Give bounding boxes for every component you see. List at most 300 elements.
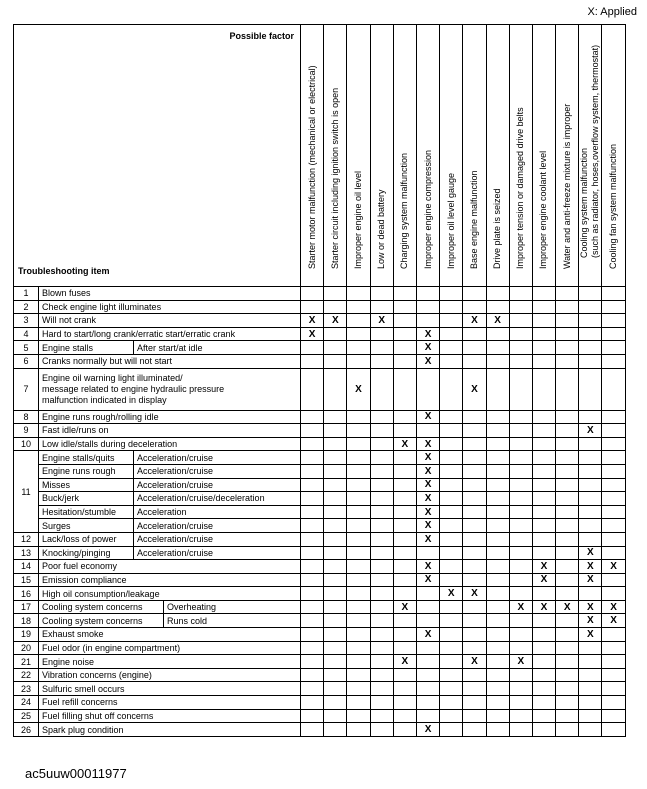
empty-cell (324, 519, 347, 533)
empty-cell (556, 451, 579, 465)
empty-cell (556, 505, 579, 519)
factor-header (393, 25, 416, 287)
empty-cell (393, 368, 416, 410)
empty-cell (602, 532, 625, 546)
empty-cell (579, 492, 602, 506)
empty-cell (393, 560, 416, 574)
empty-cell (463, 424, 486, 438)
empty-cell (347, 600, 370, 614)
empty-cell (602, 696, 625, 710)
applied-mark: X (347, 368, 370, 410)
empty-cell (393, 573, 416, 587)
factor-label: Improper oil level gauge (445, 172, 456, 269)
possible-factor-label: Possible factor (229, 31, 294, 41)
empty-cell (440, 668, 463, 682)
item-number: 6 (14, 354, 39, 368)
empty-cell (347, 655, 370, 669)
empty-cell (324, 505, 347, 519)
empty-cell (509, 532, 532, 546)
empty-cell (486, 628, 509, 642)
empty-cell (440, 696, 463, 710)
applied-mark: X (509, 600, 532, 614)
factor-header (347, 25, 370, 287)
empty-cell (301, 341, 324, 355)
item-b: Acceleration/cruise (134, 532, 301, 546)
item-a: Buck/jerk (39, 492, 134, 506)
empty-cell (301, 587, 324, 601)
empty-cell (556, 723, 579, 737)
empty-cell (324, 464, 347, 478)
item-c: Runs cold (164, 614, 301, 628)
empty-cell (463, 478, 486, 492)
empty-cell (532, 314, 555, 328)
applied-mark: X (416, 354, 439, 368)
empty-cell (370, 668, 393, 682)
empty-cell (393, 300, 416, 314)
empty-cell (486, 437, 509, 451)
table-row (14, 655, 626, 669)
empty-cell (324, 560, 347, 574)
table-row (14, 478, 626, 492)
item-number: 8 (14, 410, 39, 424)
table-row (14, 519, 626, 533)
empty-cell (509, 641, 532, 655)
empty-cell (602, 451, 625, 465)
empty-cell (440, 287, 463, 301)
empty-cell (463, 354, 486, 368)
empty-cell (301, 709, 324, 723)
empty-cell (370, 519, 393, 533)
empty-cell (486, 300, 509, 314)
empty-cell (324, 424, 347, 438)
empty-cell (347, 668, 370, 682)
empty-cell (486, 614, 509, 628)
empty-cell (556, 682, 579, 696)
empty-cell (393, 519, 416, 533)
applied-mark: X (393, 437, 416, 451)
table-row (14, 451, 626, 465)
empty-cell (393, 668, 416, 682)
empty-cell (579, 287, 602, 301)
empty-cell (556, 532, 579, 546)
empty-cell (556, 641, 579, 655)
applied-mark: X (416, 492, 439, 506)
empty-cell (556, 546, 579, 560)
item-b: Acceleration (134, 505, 301, 519)
factor-label: Improper engine coolant level (538, 150, 549, 269)
empty-cell (416, 668, 439, 682)
factor-label: Starter circuit including ignition switch is open (329, 87, 340, 269)
empty-cell (347, 696, 370, 710)
empty-cell (347, 682, 370, 696)
empty-cell (486, 492, 509, 506)
empty-cell (509, 287, 532, 301)
item-number: 26 (14, 723, 39, 737)
legend: X: Applied (587, 6, 637, 18)
empty-cell (393, 287, 416, 301)
item-a: Engine stalls (39, 341, 134, 355)
troubleshooting-table (13, 24, 626, 737)
empty-cell (393, 354, 416, 368)
empty-cell (463, 410, 486, 424)
empty-cell (579, 723, 602, 737)
empty-cell (532, 682, 555, 696)
item-number: 13 (14, 546, 39, 560)
empty-cell (463, 573, 486, 587)
item-a: Spark plug condition (39, 723, 301, 737)
empty-cell (532, 424, 555, 438)
applied-mark: X (463, 587, 486, 601)
empty-cell (370, 655, 393, 669)
empty-cell (602, 709, 625, 723)
empty-cell (602, 573, 625, 587)
empty-cell (440, 505, 463, 519)
empty-cell (602, 641, 625, 655)
item-number: 10 (14, 437, 39, 451)
empty-cell (556, 492, 579, 506)
empty-cell (556, 410, 579, 424)
empty-cell (440, 709, 463, 723)
applied-mark: X (440, 587, 463, 601)
empty-cell (324, 655, 347, 669)
table-row (14, 709, 626, 723)
empty-cell (509, 668, 532, 682)
empty-cell (602, 341, 625, 355)
factor-label: Water and anti-freeze mixture is improper (561, 103, 572, 269)
empty-cell (556, 696, 579, 710)
empty-cell (416, 614, 439, 628)
item-a: Surges (39, 519, 134, 533)
empty-cell (556, 464, 579, 478)
empty-cell (532, 354, 555, 368)
empty-cell (602, 424, 625, 438)
empty-cell (416, 546, 439, 560)
table-row (14, 682, 626, 696)
header-corner-cell (14, 25, 301, 287)
empty-cell (509, 614, 532, 628)
empty-cell (393, 532, 416, 546)
empty-cell (324, 327, 347, 341)
empty-cell (393, 587, 416, 601)
empty-cell (370, 354, 393, 368)
empty-cell (440, 314, 463, 328)
applied-mark: X (370, 314, 393, 328)
empty-cell (602, 628, 625, 642)
empty-cell (347, 314, 370, 328)
applied-mark: X (416, 628, 439, 642)
empty-cell (301, 287, 324, 301)
empty-cell (347, 424, 370, 438)
empty-cell (509, 341, 532, 355)
empty-cell (440, 600, 463, 614)
empty-cell (301, 696, 324, 710)
empty-cell (556, 519, 579, 533)
empty-cell (579, 478, 602, 492)
empty-cell (532, 368, 555, 410)
empty-cell (347, 300, 370, 314)
empty-cell (509, 314, 532, 328)
empty-cell (486, 505, 509, 519)
empty-cell (347, 354, 370, 368)
empty-cell (416, 600, 439, 614)
empty-cell (602, 492, 625, 506)
empty-cell (486, 327, 509, 341)
applied-mark: X (463, 314, 486, 328)
empty-cell (393, 451, 416, 465)
empty-cell (602, 464, 625, 478)
empty-cell (602, 287, 625, 301)
empty-cell (301, 519, 324, 533)
header-row (14, 25, 626, 287)
empty-cell (370, 464, 393, 478)
empty-cell (324, 587, 347, 601)
item-a: Lack/loss of power (39, 532, 134, 546)
empty-cell (486, 532, 509, 546)
empty-cell (602, 437, 625, 451)
empty-cell (602, 300, 625, 314)
empty-cell (393, 464, 416, 478)
applied-mark: X (416, 451, 439, 465)
table-row (14, 600, 626, 614)
empty-cell (556, 341, 579, 355)
item-number: 24 (14, 696, 39, 710)
empty-cell (416, 655, 439, 669)
empty-cell (602, 668, 625, 682)
empty-cell (509, 628, 532, 642)
empty-cell (324, 641, 347, 655)
empty-cell (393, 614, 416, 628)
factor-label: Starter motor malfunction (mechanical or electrical) (306, 65, 317, 269)
empty-cell (532, 641, 555, 655)
empty-cell (532, 709, 555, 723)
empty-cell (324, 682, 347, 696)
empty-cell (556, 560, 579, 574)
empty-cell (463, 327, 486, 341)
applied-mark: X (579, 628, 602, 642)
empty-cell (579, 314, 602, 328)
empty-cell (301, 300, 324, 314)
empty-cell (579, 519, 602, 533)
item-a: Exhaust smoke (39, 628, 301, 642)
empty-cell (347, 492, 370, 506)
factor-header (532, 25, 555, 287)
empty-cell (370, 410, 393, 424)
applied-mark: X (602, 614, 625, 628)
empty-cell (486, 410, 509, 424)
table-row (14, 546, 626, 560)
empty-cell (532, 287, 555, 301)
empty-cell (370, 600, 393, 614)
factor-label: Charging system malfunction (399, 152, 410, 269)
empty-cell (301, 682, 324, 696)
applied-mark: X (416, 505, 439, 519)
empty-cell (463, 600, 486, 614)
empty-cell (486, 641, 509, 655)
item-a: Misses (39, 478, 134, 492)
empty-cell (486, 696, 509, 710)
empty-cell (486, 668, 509, 682)
empty-cell (370, 424, 393, 438)
empty-cell (509, 519, 532, 533)
empty-cell (509, 478, 532, 492)
empty-cell (532, 464, 555, 478)
empty-cell (532, 546, 555, 560)
empty-cell (532, 587, 555, 601)
empty-cell (509, 368, 532, 410)
table-row (14, 368, 626, 410)
factor-header (324, 25, 347, 287)
empty-cell (602, 682, 625, 696)
item-number: 11 (14, 451, 39, 533)
item-a: Fast idle/runs on (39, 424, 301, 438)
empty-cell (301, 655, 324, 669)
applied-mark: X (416, 519, 439, 533)
empty-cell (301, 532, 324, 546)
empty-cell (347, 519, 370, 533)
empty-cell (301, 464, 324, 478)
empty-cell (347, 709, 370, 723)
empty-cell (370, 478, 393, 492)
troubleshooting-table-wrap (13, 24, 626, 737)
empty-cell (463, 437, 486, 451)
empty-cell (416, 368, 439, 410)
table-row (14, 424, 626, 438)
empty-cell (579, 668, 602, 682)
empty-cell (370, 327, 393, 341)
empty-cell (486, 546, 509, 560)
applied-mark: X (416, 437, 439, 451)
empty-cell (370, 723, 393, 737)
empty-cell (532, 300, 555, 314)
empty-cell (556, 587, 579, 601)
table-row (14, 696, 626, 710)
empty-cell (416, 587, 439, 601)
empty-cell (324, 478, 347, 492)
empty-cell (324, 410, 347, 424)
empty-cell (509, 354, 532, 368)
empty-cell (463, 519, 486, 533)
empty-cell (324, 300, 347, 314)
empty-cell (324, 696, 347, 710)
figure-id: ac5uuw00011977 (25, 766, 127, 781)
table-row (14, 314, 626, 328)
empty-cell (416, 287, 439, 301)
applied-mark: X (416, 573, 439, 587)
empty-cell (463, 287, 486, 301)
empty-cell (532, 478, 555, 492)
empty-cell (579, 464, 602, 478)
empty-cell (301, 614, 324, 628)
empty-cell (440, 300, 463, 314)
applied-mark: X (579, 573, 602, 587)
empty-cell (532, 519, 555, 533)
empty-cell (579, 437, 602, 451)
empty-cell (440, 723, 463, 737)
empty-cell (579, 682, 602, 696)
empty-cell (301, 505, 324, 519)
empty-cell (440, 560, 463, 574)
item-a: Fuel filling shut off concerns (39, 709, 301, 723)
empty-cell (324, 532, 347, 546)
empty-cell (440, 532, 463, 546)
empty-cell (440, 682, 463, 696)
empty-cell (393, 492, 416, 506)
applied-mark: X (393, 655, 416, 669)
empty-cell (440, 368, 463, 410)
empty-cell (370, 573, 393, 587)
empty-cell (486, 723, 509, 737)
table-row (14, 505, 626, 519)
item-a: Hesitation/stumble (39, 505, 134, 519)
factor-label: (such as radiator, hoses,overflow system, thermostat) (590, 44, 601, 258)
empty-cell (347, 587, 370, 601)
item-a: Will not crank (39, 314, 301, 328)
empty-cell (579, 655, 602, 669)
empty-cell (556, 614, 579, 628)
empty-cell (579, 327, 602, 341)
empty-cell (556, 287, 579, 301)
applied-mark: X (556, 600, 579, 614)
empty-cell (393, 709, 416, 723)
empty-cell (440, 327, 463, 341)
empty-cell (416, 424, 439, 438)
empty-cell (532, 410, 555, 424)
item-a: Vibration concerns (engine) (39, 668, 301, 682)
factor-label: Improper engine compression (422, 149, 433, 269)
empty-cell (301, 451, 324, 465)
empty-cell (579, 505, 602, 519)
empty-cell (532, 614, 555, 628)
empty-cell (486, 600, 509, 614)
empty-cell (532, 341, 555, 355)
empty-cell (463, 341, 486, 355)
empty-cell (532, 492, 555, 506)
factor-header (602, 25, 625, 287)
empty-cell (463, 696, 486, 710)
empty-cell (486, 451, 509, 465)
empty-cell (370, 641, 393, 655)
empty-cell (370, 709, 393, 723)
empty-cell (556, 655, 579, 669)
empty-cell (532, 451, 555, 465)
applied-mark: X (416, 723, 439, 737)
empty-cell (579, 696, 602, 710)
item-number: 12 (14, 532, 39, 546)
empty-cell (370, 628, 393, 642)
empty-cell (532, 505, 555, 519)
empty-cell (393, 641, 416, 655)
empty-cell (324, 354, 347, 368)
empty-cell (370, 437, 393, 451)
item-b: Acceleration/cruise (134, 546, 301, 560)
empty-cell (347, 505, 370, 519)
empty-cell (579, 354, 602, 368)
empty-cell (440, 478, 463, 492)
applied-mark: X (602, 600, 625, 614)
empty-cell (370, 492, 393, 506)
applied-mark: X (416, 532, 439, 546)
empty-cell (463, 464, 486, 478)
empty-cell (602, 368, 625, 410)
empty-cell (347, 573, 370, 587)
item-number: 22 (14, 668, 39, 682)
table-row (14, 287, 626, 301)
item-a: Sulfuric smell occurs (39, 682, 301, 696)
empty-cell (463, 451, 486, 465)
empty-cell (440, 424, 463, 438)
empty-cell (509, 682, 532, 696)
empty-cell (347, 437, 370, 451)
